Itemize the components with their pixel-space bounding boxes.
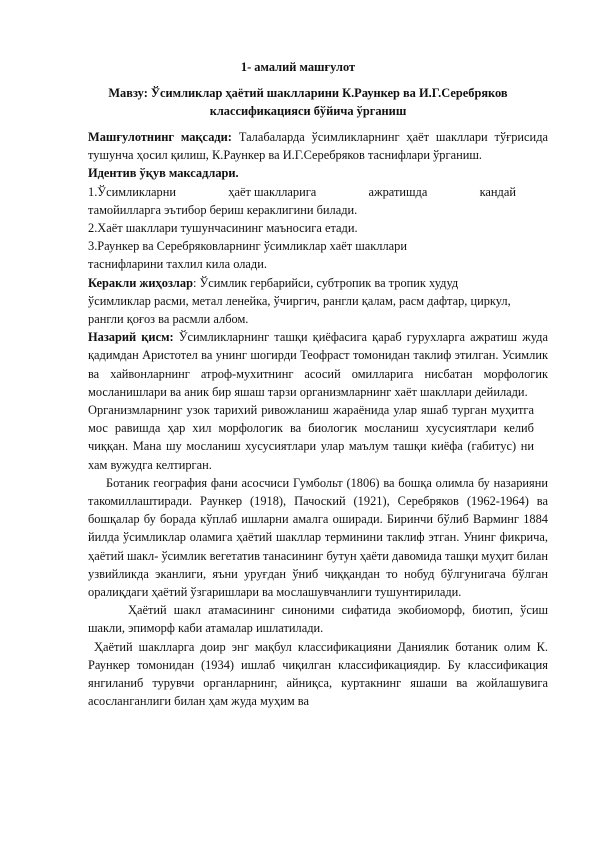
outcome-1-line [88, 183, 548, 201]
materials-label: Керакли жиҳозлар [88, 275, 193, 290]
outcomes-heading: Идентив ўқув максадлари. [88, 166, 239, 181]
theory-paragraph [88, 328, 548, 401]
humboldt-paragraph: Ботаник география фани асосчиси Гумбольт (1806) ва бошқа олимла бу назарияни такомиллаштиради. Раункер (1918), Пачоский (1921), Серебряков (1962-1964) ва бошқалар бу борада кўплаб ишларни амалга оширади. Биринчи бўлиб Варминг 1884 йилда ўсимликлар оламига ҳаётий шакллар терминини таклиф этган. Унинг фикрича, ҳаётий шакл- ўсимлик вегетатив танасининг бутун ҳаёти давомида ташқи муҳит билан узвийликда эканлиги, яъни уруғдан ўниб чиққандан то нобуд бўлгунигача бўлган оралиқдаги ҳаётий ўзгаришлари ва мослашувчанлиги тушунтирилади. [88, 475, 548, 600]
page-title: 1- амалий машғулот [240, 60, 356, 74]
outcome-1-part-d: кандай [479, 184, 516, 199]
theory-label: Назарий қисм: [88, 330, 174, 345]
topic-heading: Мавзу: Ўсимликлар ҳаётий шаклларини К.Раункер ва И.Г.Серебряков классификацияси бўйича ўрганиш [108, 86, 508, 118]
classification-paragraph: Ҳаётий шаклларга доир энг мақбул классификацияни Даниялик ботаник олим К. Раункер томонидан (1934) ишлаб чиқилган классификациядир. Бу классификация янгиланиб турувчи органларнинг, айниқса, куртакнинг яшаши ва жойлашувига асосланганлиги билан ҳам жуда муҳим ва [88, 639, 548, 709]
theory-text: Ўсимликларнинг ташқи қиёфасига қараб гурухларга ажратиш жуда қадимдан Аристотел ва унинг шогирди Теофраст томонидан таклиф этилган. Усимлик ва хайвонларнинг атроф-мухитнинг асосий омилларига нисбатан морфологик мосланишлари ва аник бир яшаш тарзи организмларнинг хаёт шакллари дейилади. [88, 330, 548, 399]
materials-paragraph [88, 274, 548, 329]
materials-text: : Ўсимлик гербарийси, субтропик ва тропик худуд ўсимликлар расми, метал ленейка, ўчиргич, рангли қалам, расм дафтар, циркул, рангли қоғоз ва расмли албом. [88, 275, 511, 327]
outcome-3-line-2: таснифларини тахлил кила олади. [88, 257, 267, 272]
document-body [88, 128, 548, 711]
outcome-2: 2.Хаёт шакллари тушунчасининг маъносига етади. [88, 221, 358, 236]
goal-label: Машғулотнинг мақсади: [88, 130, 232, 144]
outcome-3-line-1: 3.Раункер ва Серебряковларнинг ўсимликлар хаёт шакллари [88, 239, 407, 254]
organisms-paragraph: Организмларнинг узок тарихий ривожланиш жараёнида улар яшаб турган муҳитга мос равишда ҳар хил морфологик ва биологик мосланиш хусусиятлари келиб чиққан. Мана шу мосланиш хусусиятлари улар маълум ташқи киёфа (габитус) ни хам вужудга келтирган. [88, 403, 534, 472]
goal-text: Талабаларда ўсимликларнинг ҳаёт шакллари тўғрисида тушунча ҳосил қилиш, К.Раункер ва И.Г.Серебряков таснифлари ўрганиш. [88, 130, 548, 163]
synonym-paragraph: Ҳаётий шакл атамасининг синоними сифатида экобиоморф, биотип, ўсиш шакли, эпиморф каби атамалар ишлатилади. [88, 603, 548, 636]
outcome-1-continuation: тамойилларга эътибор бериш кераклигини билади. [88, 202, 358, 217]
outcome-1-part-a: 1.Ўсимликларни [88, 184, 177, 199]
goal-paragraph [88, 128, 548, 164]
outcome-1-part-c: ажратишда [368, 184, 428, 199]
outcome-1-part-b: ҳаёт шаклларига [228, 184, 317, 199]
